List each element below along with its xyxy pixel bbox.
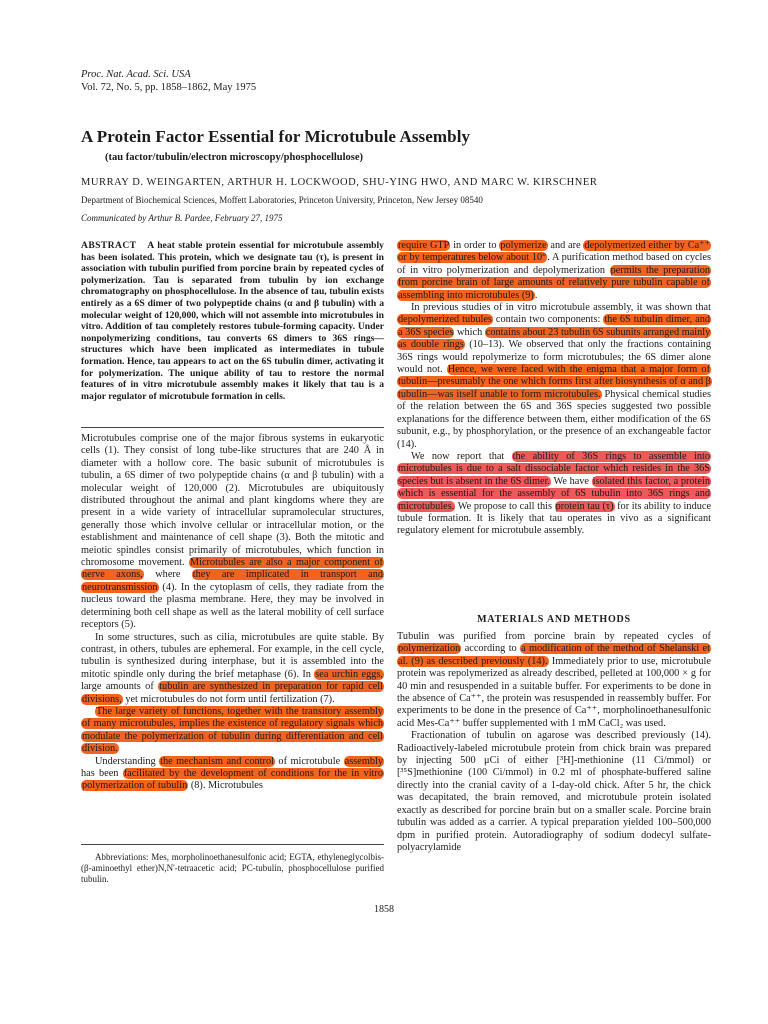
intro-paragraph-3 bbox=[81, 706, 384, 756]
body-text: and are bbox=[547, 240, 584, 251]
paper-affiliation: Department of Biochemical Sciences, Moffett Laboratories, Princeton University, Princeton, New Jersey 08540 bbox=[81, 195, 483, 205]
intro-text: of microtubule bbox=[274, 755, 344, 767]
abstract-divider bbox=[81, 427, 384, 428]
body-text: (10–13). We observed that only the fractions containing 36S rings would repolymerize to form microtubules; the 6S dimer alone would not. bbox=[397, 339, 711, 376]
paper-keywords: (tau factor/tubulin/electron microscopy/phosphocellulose) bbox=[105, 152, 364, 163]
paper-authors: MURRAY D. WEINGARTEN, ARTHUR H. LOCKWOOD, SHU-YING HWO, AND MARC W. KIRSCHNER bbox=[81, 177, 598, 188]
abstract-label: ABSTRACT bbox=[81, 240, 137, 251]
highlighted-text: a modification of the method of Shelanski et al. (9) as described previously (14). bbox=[398, 643, 710, 667]
journal-name: Proc. Nat. Acad. Sci. USA bbox=[81, 69, 191, 80]
body-text: In previous studies of in vitro microtubule assembly, it was shown that bbox=[411, 302, 711, 314]
highlighted-text: polymerize bbox=[500, 240, 547, 251]
body-text: for its ability to induce tubule formation. It is likely that tau operates in vivo as a significant regulatory element for microtubule assembly. bbox=[397, 500, 712, 537]
abstract-text: A heat stable protein essential for microtubule assembly has been isolated. This protein, which we designate tau (τ), is present in association with tubulin purified from porcine brain by repeated cycles of polymerization. Tau is separated from tubulin by ion exchange chromatography on phosphocellulose. In the absence of tau, tubulin exists entirely as a 6S dimer of two polypeptide chains (α and β tubulin) with a molecular weight of 120,000, which will not assemble into microtubules in vitro. Addition of tau completely restores tubule-forming capacity. Under nonpolymerizing conditions, tau converts 6S dimers to 36S rings—structures which have been implicated as intermediates in tubule formation. Hence, tau appears to act on the 6S tubulin dimer, activating it for polymerization. The unique ability of tau to restore the normal features of in vitro microtubule assembly makes it likely that tau is a major regulator of microtubule formation in cells. bbox=[81, 240, 384, 402]
body-paragraph-3 bbox=[397, 451, 711, 538]
right-column-text bbox=[397, 240, 711, 538]
footnote bbox=[81, 852, 384, 885]
footnote-abbreviations: Abbreviations: Mes, morpholinoethanesulfonic acid; EGTA, ethyleneglycolbis-(β-aminoethyl ether)N,N'-tetraacetic acid; PC-tubulin, phosphocellulose purified tubulin. bbox=[81, 852, 384, 884]
body-text: which bbox=[454, 326, 485, 338]
highlighted-text: isolated this factor, a protein which is essential for the assembly of 6S tubulin into 36S rings and microtubules. bbox=[398, 475, 710, 512]
body-text: Immediately prior to use, microtubule protein was repolymerized as already described, pelleted at 100,000 × g for 40 min and resuspended in a suitable buffer. For experiments to be done in the absence of Ca⁺⁺, the protein was resuspended in reassembly buffer. For experiments to be done in the presence of Ca⁺⁺, morpholinoethanesulfonic acid Mes-Ca⁺⁺ buffer supplemented with 1 mM CaCl₂ was used. bbox=[397, 655, 711, 729]
intro-text: Microtubules comprise one of the major fibrous systems in eukaryotic cells (1). They consist of long tube-like structures that are 240 Å in diameter with a hollow core. The basic subunit of microtubules is tubulin, a 6S dimer of two polypeptide chains (α and β tubulin) with a molecular weight of 120,000 (2). Microtubules are ubiquitously distributed throughout the animal and plant kingdoms where they are present in a wide variety of intracellular supramolecular structures, generally those which involve cellular or intracellular motion, or the establishment and maintenance of cell shape (3). Both the mitotic and meiotic spindles consist primarily of microtubules, which function in chromosome movement. bbox=[81, 433, 384, 569]
paper-title: A Protein Factor Essential for Microtubule Assembly bbox=[81, 127, 471, 146]
intro-paragraph-2 bbox=[81, 632, 384, 706]
footnote-divider bbox=[81, 844, 384, 845]
highlighted-text: the ability of 36S rings to assemble into microtubules is due to a salt dissociable factor which resides in the 36S species but is absent in the 6S dimer. bbox=[398, 450, 710, 487]
intro-text: where bbox=[143, 569, 192, 581]
methods-text bbox=[397, 631, 711, 854]
intro-text: yet microtubules do not form until fertilization (7). bbox=[122, 693, 335, 705]
highlighted-text: Microtubules are also a major component of nerve axons, bbox=[82, 557, 383, 581]
intro-text: Understanding bbox=[95, 755, 160, 767]
body-text: . A purification method based on cycles of in vitro polymerization and depolymerization bbox=[397, 252, 711, 276]
body-text: We propose to call this bbox=[455, 500, 555, 512]
introduction bbox=[81, 433, 384, 793]
highlighted-text: facilitated by the development of conditions for the in vitro polymerization of tubulin bbox=[82, 767, 384, 792]
intro-text: has been bbox=[81, 767, 123, 779]
methods-paragraph-1 bbox=[397, 631, 711, 730]
journal-citation bbox=[81, 68, 256, 94]
highlighted-text: tubulin are synthesized in preparation for rapid cell divisions, bbox=[82, 681, 383, 705]
highlighted-text: polymerization bbox=[398, 643, 461, 655]
section-heading-methods: MATERIALS AND METHODS bbox=[477, 614, 631, 625]
intro-text: (8). Microtubules bbox=[188, 780, 263, 792]
body-text: We have bbox=[551, 475, 592, 487]
body-text: Tubulin was purified from porcine brain by repeated cycles of bbox=[397, 631, 711, 642]
body-text: . bbox=[534, 289, 538, 301]
abstract bbox=[81, 240, 384, 402]
highlighted-text: they are implicated in transport and neurotransmission bbox=[82, 569, 383, 593]
body-text: in order to bbox=[450, 240, 500, 251]
highlighted-text: protein tau (τ) bbox=[555, 500, 614, 512]
paper-communicated-by: Communicated by Arthur B. Pardee, February 27, 1975 bbox=[81, 213, 283, 223]
page-number: 1858 bbox=[374, 904, 394, 915]
intro-text: (4). In the cytoplasm of cells, they radiate from the nucleus toward the plasma membrane. Here, they may be involved in determining both cell shape as well as the lateral mobility of cell surface receptors (5). bbox=[81, 581, 384, 631]
highlighted-text: sea urchin eggs, bbox=[315, 668, 383, 680]
body-text: We now report that bbox=[411, 450, 512, 462]
highlighted-text: Hence, we were faced with the enigma that a major form of tubulin—presumably the one which forms first after biosynthesis of α and β tubulin—was itself unable to form microtubules. bbox=[398, 364, 711, 400]
body-paragraph-2 bbox=[397, 302, 711, 451]
methods-paragraph-2: Fractionation of tubulin on agarose was described previously (14). Radioactively-labeled microtubule protein from chick brain was prepared by injecting 500 μCi of either [³H]-methionine (11 Ci/mmol) or [³⁵S]methionine (100 Ci/mmol) in 0.2 ml of phosphate-buffered saline directly into the cranial cavity of a 1-day-old chick. After 5 hr, the chick was decapitated, the brain removed, and microtubule protein isolated exactly as described for porcine brain but on a smaller scale. Porcine brain tubulin was added as a carrier. A typical preparation yielded 100–500,000 dpm in purified protein. Autoradiography of sodium dodecyl sulfate-polyacrylamide bbox=[397, 730, 711, 853]
highlighted-text: the 6S tubulin dimer, and a 36S species bbox=[398, 314, 710, 338]
intro-paragraph-1 bbox=[81, 433, 384, 632]
highlighted-text: require GTP bbox=[398, 240, 450, 251]
highlighted-text: depolymerized either by Ca⁺⁺ or by temperatures below about 10° bbox=[398, 240, 711, 264]
highlighted-text: The large variety of functions, together with the transitory assembly of many microtubules, implies the existence of regulatory signals which modulate the polymerization of tubulin during differentiation and cell division. bbox=[82, 705, 383, 755]
body-text: according to bbox=[461, 643, 521, 655]
body-text: contain two components: bbox=[492, 314, 604, 326]
intro-text: large amounts of bbox=[81, 681, 159, 693]
highlighted-text: depolymerized tubules bbox=[398, 314, 492, 326]
intro-paragraph-4 bbox=[81, 756, 384, 793]
highlighted-text: contains about 23 tubulin 6S subunits arranged mainly as double rings bbox=[398, 326, 711, 351]
highlighted-text: the mechanism and control bbox=[160, 755, 274, 767]
journal-volume: Vol. 72, No. 5, pp. 1858–1862, May 1975 bbox=[81, 82, 257, 93]
highlighted-text: assembly bbox=[344, 755, 383, 767]
intro-text: In some structures, such as cilia, microtubules are quite stable. By contrast, in others, tubules are ephemeral. For example, in the cell cycle, tubulin is synthesized during interphase, but it is assembled into the mitotic spindle only during the brief metaphase (6). In bbox=[81, 631, 384, 680]
highlighted-text: permits the preparation from porcine brain of large amounts of relatively pure tubulin capable of assembling into microtubules (9) bbox=[398, 264, 711, 301]
body-text: Physical chemical studies of the relation between the 6S and 36S species suggested two possible explanations for the difference between them, either modification of the 6S subunit, e.g., by phosphorylation, or the presence of an exchangeable factor (14). bbox=[397, 388, 711, 450]
body-paragraph-1 bbox=[397, 240, 711, 302]
